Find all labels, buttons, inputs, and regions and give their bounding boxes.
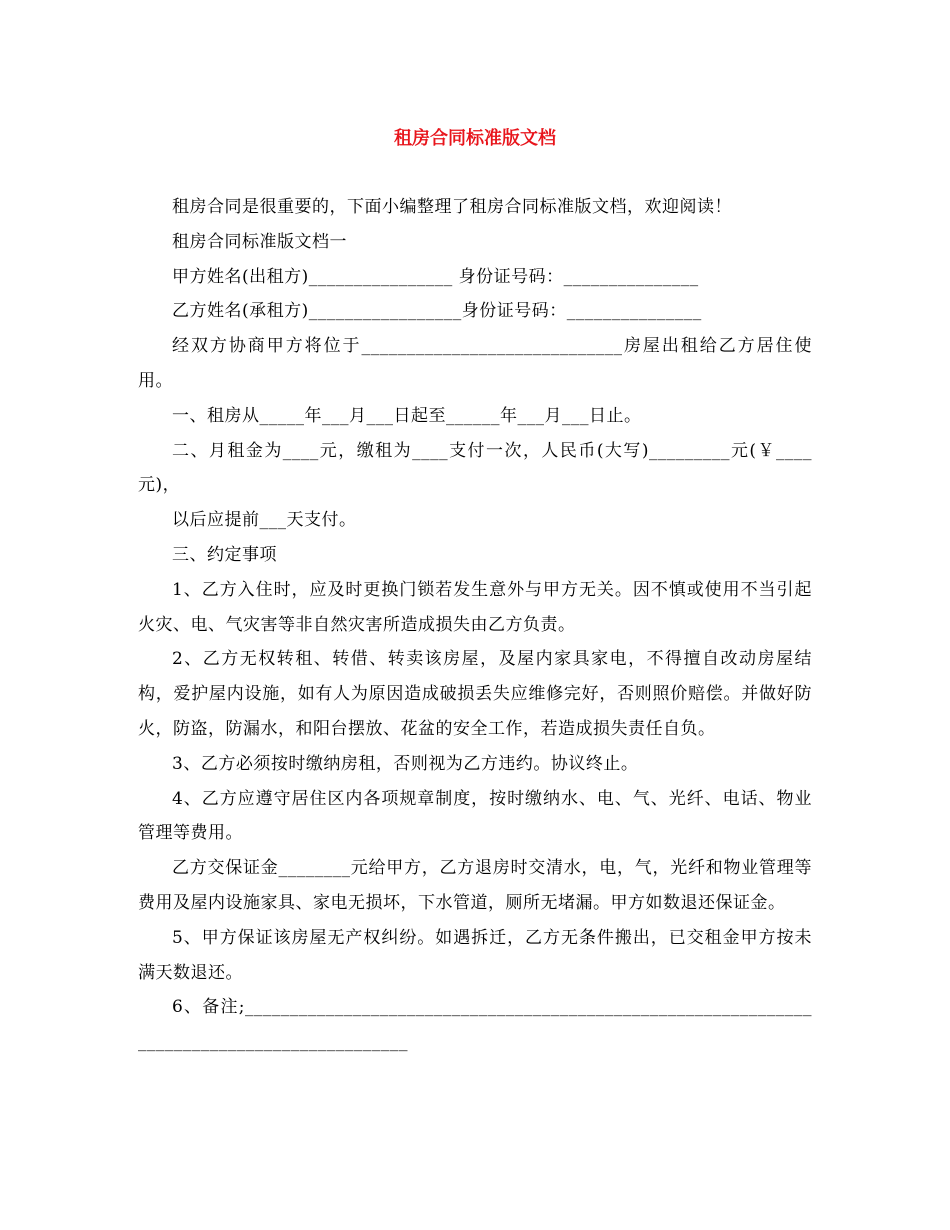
paragraph-rent: 二、月租金为____元，缴租为____支付一次，人民币(大写)_________元(￥____元)，: [138, 440, 812, 496]
paragraph-intro: 租房合同是很重要的，下面小编整理了租房合同标准版文档，欢迎阅读！: [172, 197, 732, 217]
document-title: 租房合同标准版文档: [394, 128, 556, 149]
paragraph-property-location: 经双方协商甲方将位于_____________________________房屋出租给乙方居住使用。: [138, 336, 812, 391]
paragraph-clause-5: 5、甲方保证该房屋无产权纠纷。如遇拆迁，乙方无条件搬出，已交租金甲方按未满天数退还。: [138, 927, 812, 983]
document-body: [138, 190, 812, 1060]
paragraph-section-heading: 三、约定事项: [172, 544, 277, 565]
paragraph-clause-3: 3、乙方必须按时缴纳房租，否则视为乙方违约。协议终止。: [172, 753, 639, 774]
paragraph-term: 一、租房从_____年___月___日起至______年___月___日止。: [172, 405, 642, 426]
paragraph-remarks: 6、备注;_____________________________________________________________________________________________: [138, 997, 812, 1053]
paragraph-clause-2: 2、乙方无权转租、转借、转卖该房屋，及屋内家具家电，不得擅自改动房屋结构，爱护屋内设施，如有人为原因造成破损丢失应维修完好，否则照价赔偿。并做好防火，防盗，防漏水，和阳台摆放、花盆的安全工作，若造成损失责任自负。: [138, 649, 812, 739]
paragraph-advance-payment: 以后应提前___天支付。: [172, 510, 357, 531]
paragraph-clause-4: 4、乙方应遵守居住区内各项规章制度，按时缴纳水、电、气、光纤、电话、物业管理等费用。: [138, 788, 812, 844]
paragraph-party-b: 乙方姓名(承租方)_________________身份证号码：_______________: [172, 301, 702, 322]
paragraph-party-a: 甲方姓名(出租方)________________ 身份证号码：_______________: [172, 266, 699, 287]
paragraph-clause-1: 1、乙方入住时，应及时更换门锁若发生意外与甲方无关。因不慎或使用不当引起火灾、电、气灾害等非自然灾害所造成损失由乙方负责。: [138, 579, 812, 635]
paragraph-deposit: 乙方交保证金________元给甲方，乙方退房时交清水，电，气，光纤和物业管理等费用及屋内设施家具、家电无损坏，下水管道，厕所无堵漏。甲方如数退还保证金。: [138, 858, 812, 913]
paragraph-subtitle: 租房合同标准版文档一: [172, 231, 347, 252]
